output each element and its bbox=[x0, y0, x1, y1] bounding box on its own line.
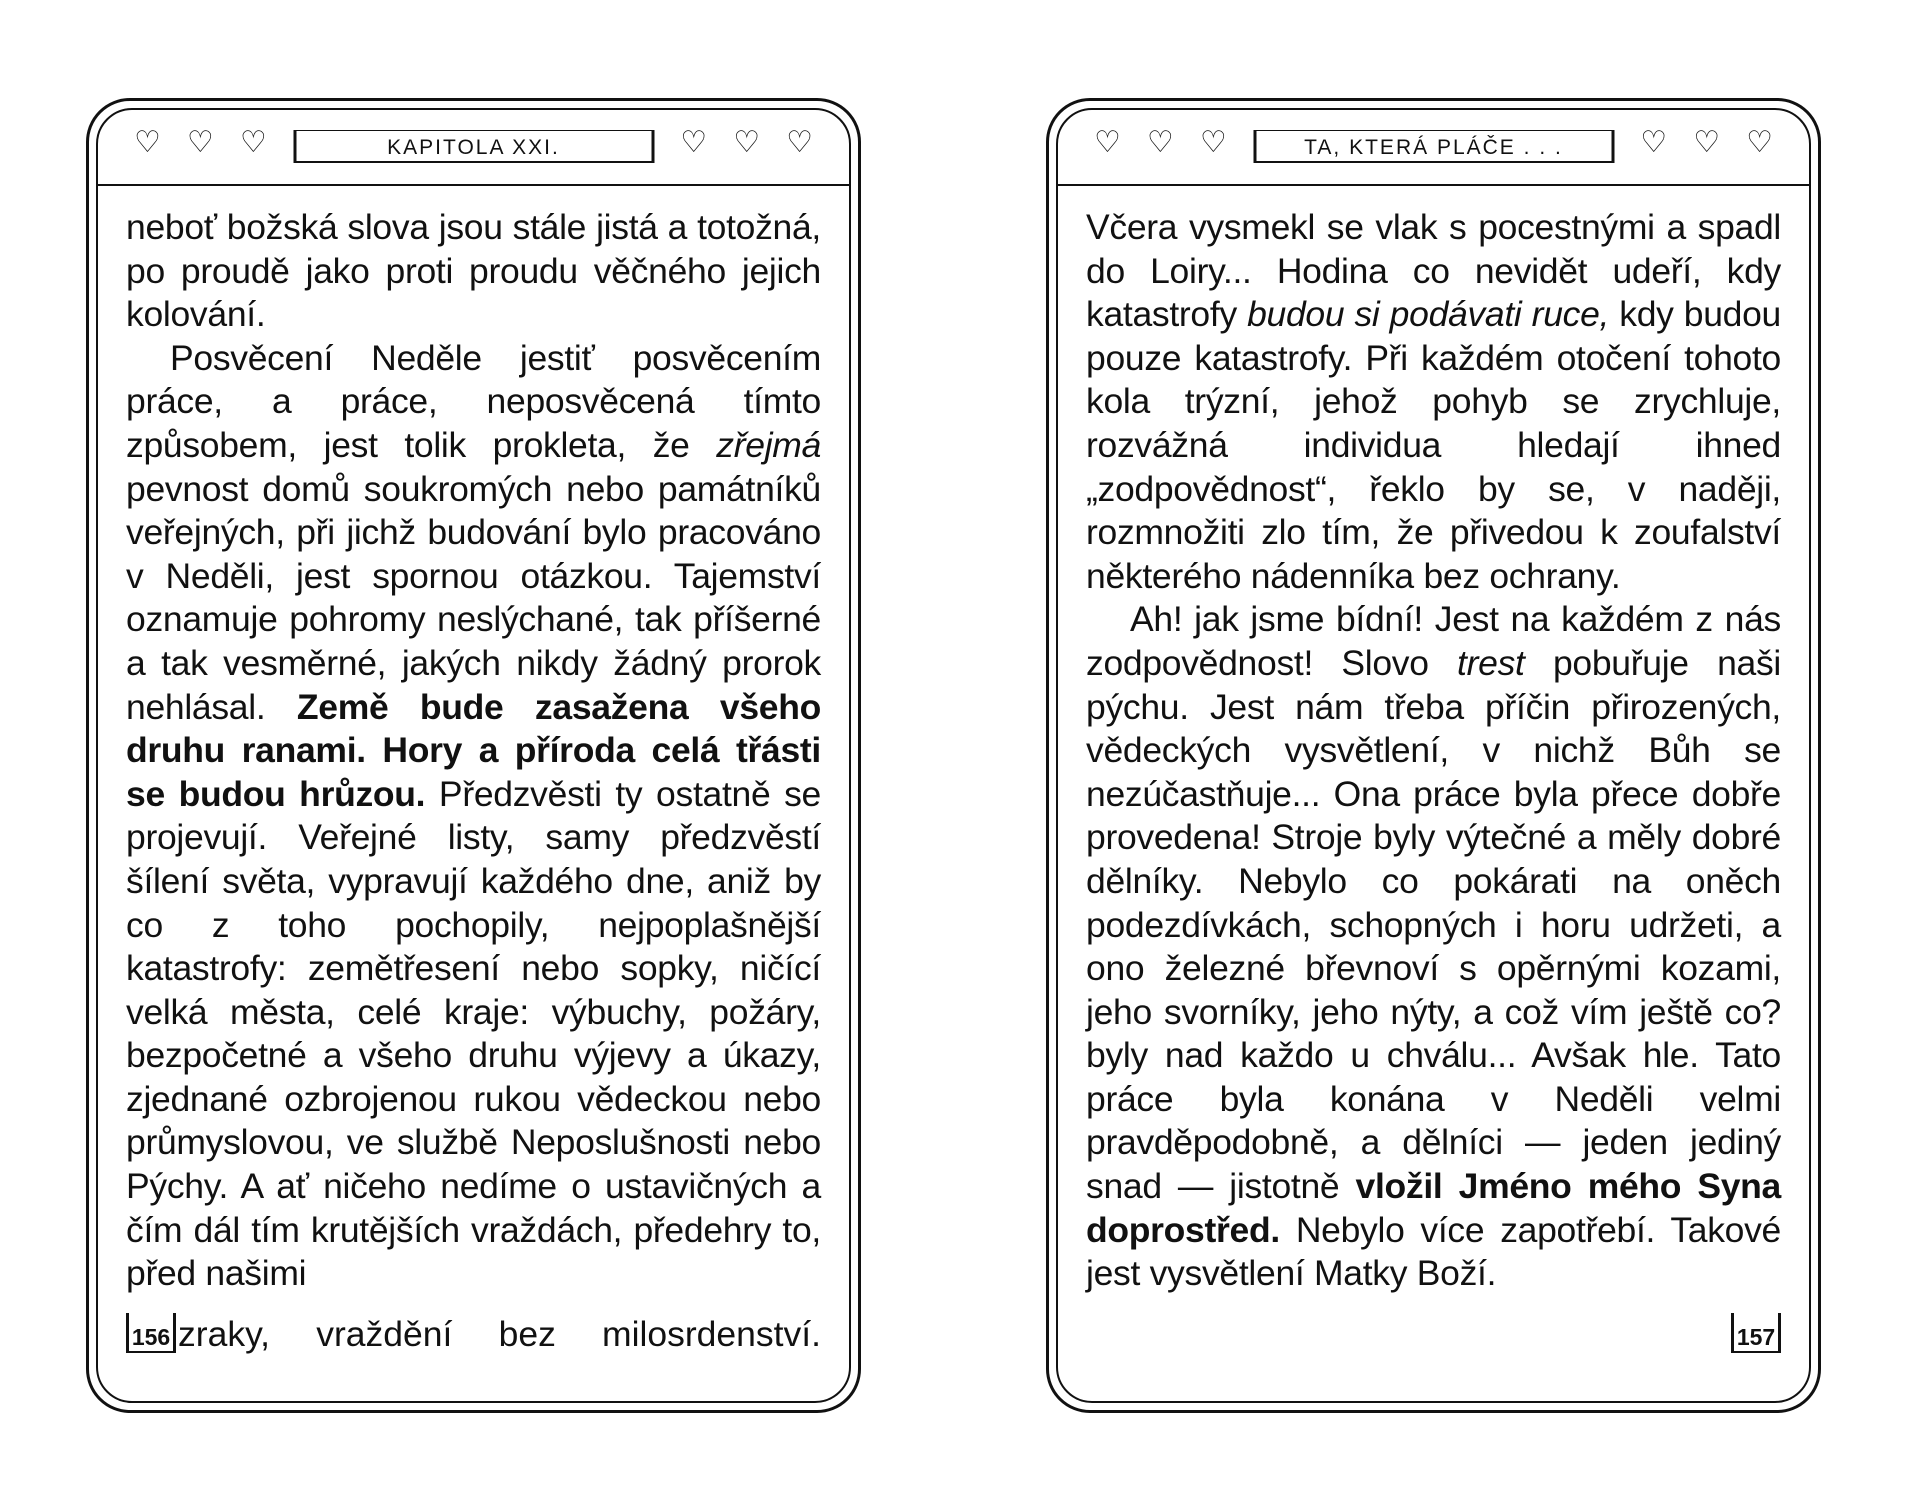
page-number: 156 bbox=[126, 1313, 176, 1353]
left-page bbox=[86, 98, 861, 1413]
text-run: Nebylo více zapotřebí. Takové jest vysvětlení Matky Boží. bbox=[1086, 1209, 1781, 1294]
italic-text: zřejmá bbox=[716, 424, 821, 465]
running-head: KAPITOLA XXI. bbox=[293, 130, 654, 163]
text-run: pobuřuje naši pýchu. Jest nám třeba příčin přirozených, vědeckých vysvětlení, v nichž Bůh se nezúčastňuje... Ona práce byla přece dobře provedena! Stroje byly výtečné a měly dobré dělníky. Nebylo co pokárati na oněch podezdívkách, schopných i horu udržeti, a ono železné břevnoví s opěrnými kozami, jeho svorníky, jeho nýty, a což vím ještě co? byly nad každo u chválu... Avšak hle. Tato práce byla konána v Neděli velmi pravděpodobně, a dělníci — jeden jediný snad — jistotně bbox=[1086, 642, 1781, 1207]
heart-icon: ♡ bbox=[680, 125, 708, 160]
running-head: TA, KTERÁ PLÁČE . . . bbox=[1253, 130, 1614, 163]
body-text bbox=[126, 206, 821, 1296]
heart-icon: ♡ bbox=[1146, 125, 1174, 160]
page-header bbox=[1056, 108, 1811, 186]
hearts-right bbox=[1640, 125, 1773, 160]
heart-icon: ♡ bbox=[1094, 125, 1121, 160]
hearts-left bbox=[1094, 125, 1227, 160]
right-page bbox=[1046, 98, 1821, 1413]
paragraph bbox=[126, 337, 821, 1296]
italic-text: trest bbox=[1457, 642, 1525, 683]
heart-icon: ♡ bbox=[1746, 125, 1773, 160]
text-run: Posvěcení Neděle jestiť posvěcením práce, a práce, neposvěcená tímto způsobem, jest tolik prokleta, že bbox=[126, 337, 821, 465]
paragraph bbox=[1086, 598, 1781, 1296]
paragraph bbox=[1086, 206, 1781, 598]
text-run: neboť božská slova jsou stále jistá a totožná, po proudě jako proti proudu věčného jejich kolování. bbox=[126, 207, 821, 335]
bold-text: Země bude zasažena všeho druhu ranami. Hory a příroda celá třásti se budou hrůzou. bbox=[126, 686, 821, 814]
heart-icon: ♡ bbox=[1199, 125, 1227, 160]
bold-text: vložil Jméno mého Syna doprostřed. bbox=[1086, 1166, 1781, 1250]
text-run: kdy budou pouze katastrofy. Při každém otočení tohoto kola trýzní, jehož pohyb se zrychluje, rozvážná individua hledají ihned „zodpovědnost“, řeklo by se, v naději, rozmnožiti zlo tím, že přivedou k zoufalství některého nádenníka bez ochrany. bbox=[1086, 294, 1781, 596]
text-run: Včera vysmekl se vlak s pocestnými a spadl do Loiry... Hodina co nevidět udeří, kdy katastrofy bbox=[1086, 207, 1781, 335]
heart-icon: ♡ bbox=[134, 125, 161, 160]
heart-icon: ♡ bbox=[733, 125, 761, 160]
heart-icon: ♡ bbox=[186, 125, 214, 160]
page-header bbox=[96, 108, 851, 186]
italic-text: budou si podávati ruce, bbox=[1247, 294, 1610, 335]
heart-icon: ♡ bbox=[786, 125, 813, 160]
hearts-right bbox=[680, 125, 813, 160]
heart-icon: ♡ bbox=[239, 125, 267, 160]
paragraph bbox=[126, 206, 821, 337]
text-run: Ah! jak jsme bídní! Jest na každém z nás zodpovědnost! Slovo bbox=[1086, 599, 1781, 683]
text-run: pevnost domů soukromých nebo památníků veřejných, při jichž budování bylo pracováno v Neděli, jest spornou otázkou. Tajemství oznamuje pohromy neslýchané, tak příšerné a tak vesměrné, jakých nikdy žádný prorok nehlásal. bbox=[126, 468, 821, 727]
hearts-left bbox=[134, 125, 267, 160]
text-run: Předzvěsti ty ostatně se projevují. Veřejné listy, samy předzvěstí šílení světa, vypravují každého dne, aniž by co z toho pochopily, nejpoplašnější katastrofy: zemětřesení nebo sopky, ničící velká města, celé kraje: výbuchy, požáry, bezpočetné a všeho druhu výjevy a úkazy, zjednané ozbrojenou rukou vědeckou nebo průmyslovou, ve službě Neposlušnosti nebo Pýchy. A ať ničeho nedíme o ustavičných a čím dál tím krutějších vraždách, předehry to, před našimi bbox=[126, 773, 821, 1294]
heart-icon: ♡ bbox=[1693, 125, 1721, 160]
body-text bbox=[1086, 206, 1781, 1296]
page-number: 157 bbox=[1731, 1313, 1781, 1353]
heart-icon: ♡ bbox=[1640, 125, 1668, 160]
last-line: zraky, vraždění bez milosrdenství. bbox=[178, 1314, 821, 1355]
